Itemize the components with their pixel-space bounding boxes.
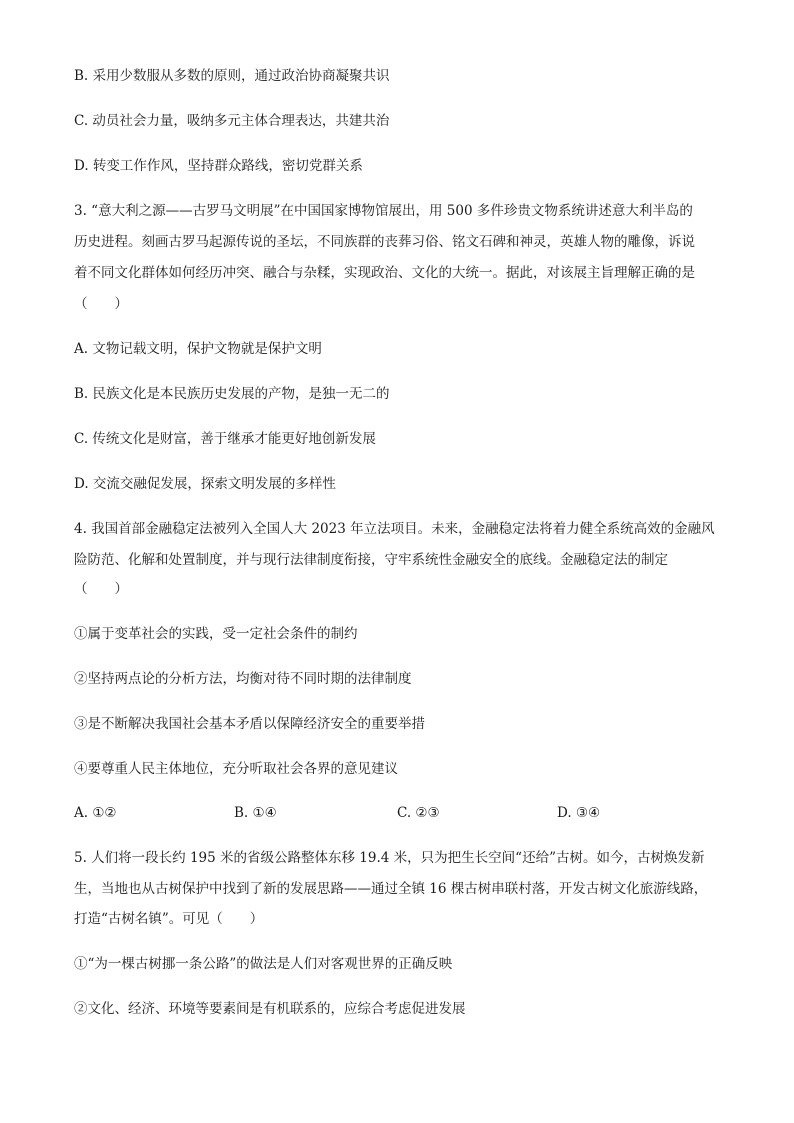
q3-stem-line-2: 历史进程。刻画古罗马起源传说的圣坛，不同族群的丧葬习俗、铭文石碑和神灵，英雄人物的雕像，诉说 [74,234,695,250]
q3-option-a: A. 文物记载文明，保护文物就是保护文明 [74,341,322,357]
q2-option-c: C. 动员社会力量，吸纳多元主体合理表达，共建共治 [74,113,390,129]
q2-option-d: D. 转变工作作风，坚持群众路线，密切党群关系 [74,158,363,174]
q4-answer-bracket: （ ） [74,581,128,597]
q4-choice-d: D. ③④ [557,805,601,821]
q4-choice-c: C. ②③ [397,805,440,821]
q5-stem-line-3: 打造“古树名镇”。可见（ ） [74,911,264,927]
q3-answer-bracket: （ ） [74,296,128,312]
q5-statement-2: ②文化、经济、环境等要素间是有机联系的，应综合考虑促进发展 [74,1001,466,1017]
q3-option-b: B. 民族文化是本民族历史发展的产物，是独一无二的 [74,386,390,402]
q3-stem-line-1: 3. “意大利之源——古罗马文明展”在中国国家博物馆展出，用 500 多件珍贵文物系统讲述意大利半岛的 [74,203,693,219]
q5-statement-1: ①“为一棵古树挪一条公路”的做法是人们对客观世界的正确反映 [74,956,453,972]
q4-stem-line-2: 险防范、化解和处置制度，并与现行法律制度衔接，守牢系统性金融安全的底线。金融稳定法的制定 [74,552,668,568]
q4-stem-line-1: 4. 我国首部金融稳定法被列入全国人大 2023 年立法项目。未来，金融稳定法将着力健全系统高效的金融风 [74,521,715,537]
q3-option-d: D. 交流交融促发展，探索文明发展的多样性 [74,476,336,492]
q4-statement-1: ①属于变革社会的实践，受一定社会条件的制约 [74,626,358,642]
q4-statement-2: ②坚持两点论的分析方法，均衡对待不同时期的法律制度 [74,671,412,687]
q4-choice-b: B. ①④ [234,805,277,821]
q4-statement-4: ④要尊重人民主体地位，充分听取社会各界的意见建议 [74,761,398,777]
q3-option-c: C. 传统文化是财富，善于继承才能更好地创新发展 [74,431,376,447]
q4-choice-a: A. ①② [74,805,117,821]
q4-choices [74,804,724,822]
q5-stem-line-2: 生，当地也从古树保护中找到了新的发展思路——通过全镇 16 棵古树串联村落，开发古树文化旅游线路， [74,881,708,897]
q4-statement-3: ③是不断解决我国社会基本矛盾以保障经济安全的重要举措 [74,716,425,732]
q2-option-b: B. 采用少数服从多数的原则，通过政治协商凝聚共识 [74,68,390,84]
q3-stem-line-3: 着不同文化群体如何经历冲突、融合与杂糅，实现政治、文化的大统一。据此，对该展主旨理解正确的是 [74,265,695,281]
q5-stem-line-1: 5. 人们将一段长约 195 米的省级公路整体东移 19.4 米，只为把生长空间“还给”古树。如今，古树焕发新 [74,850,705,866]
